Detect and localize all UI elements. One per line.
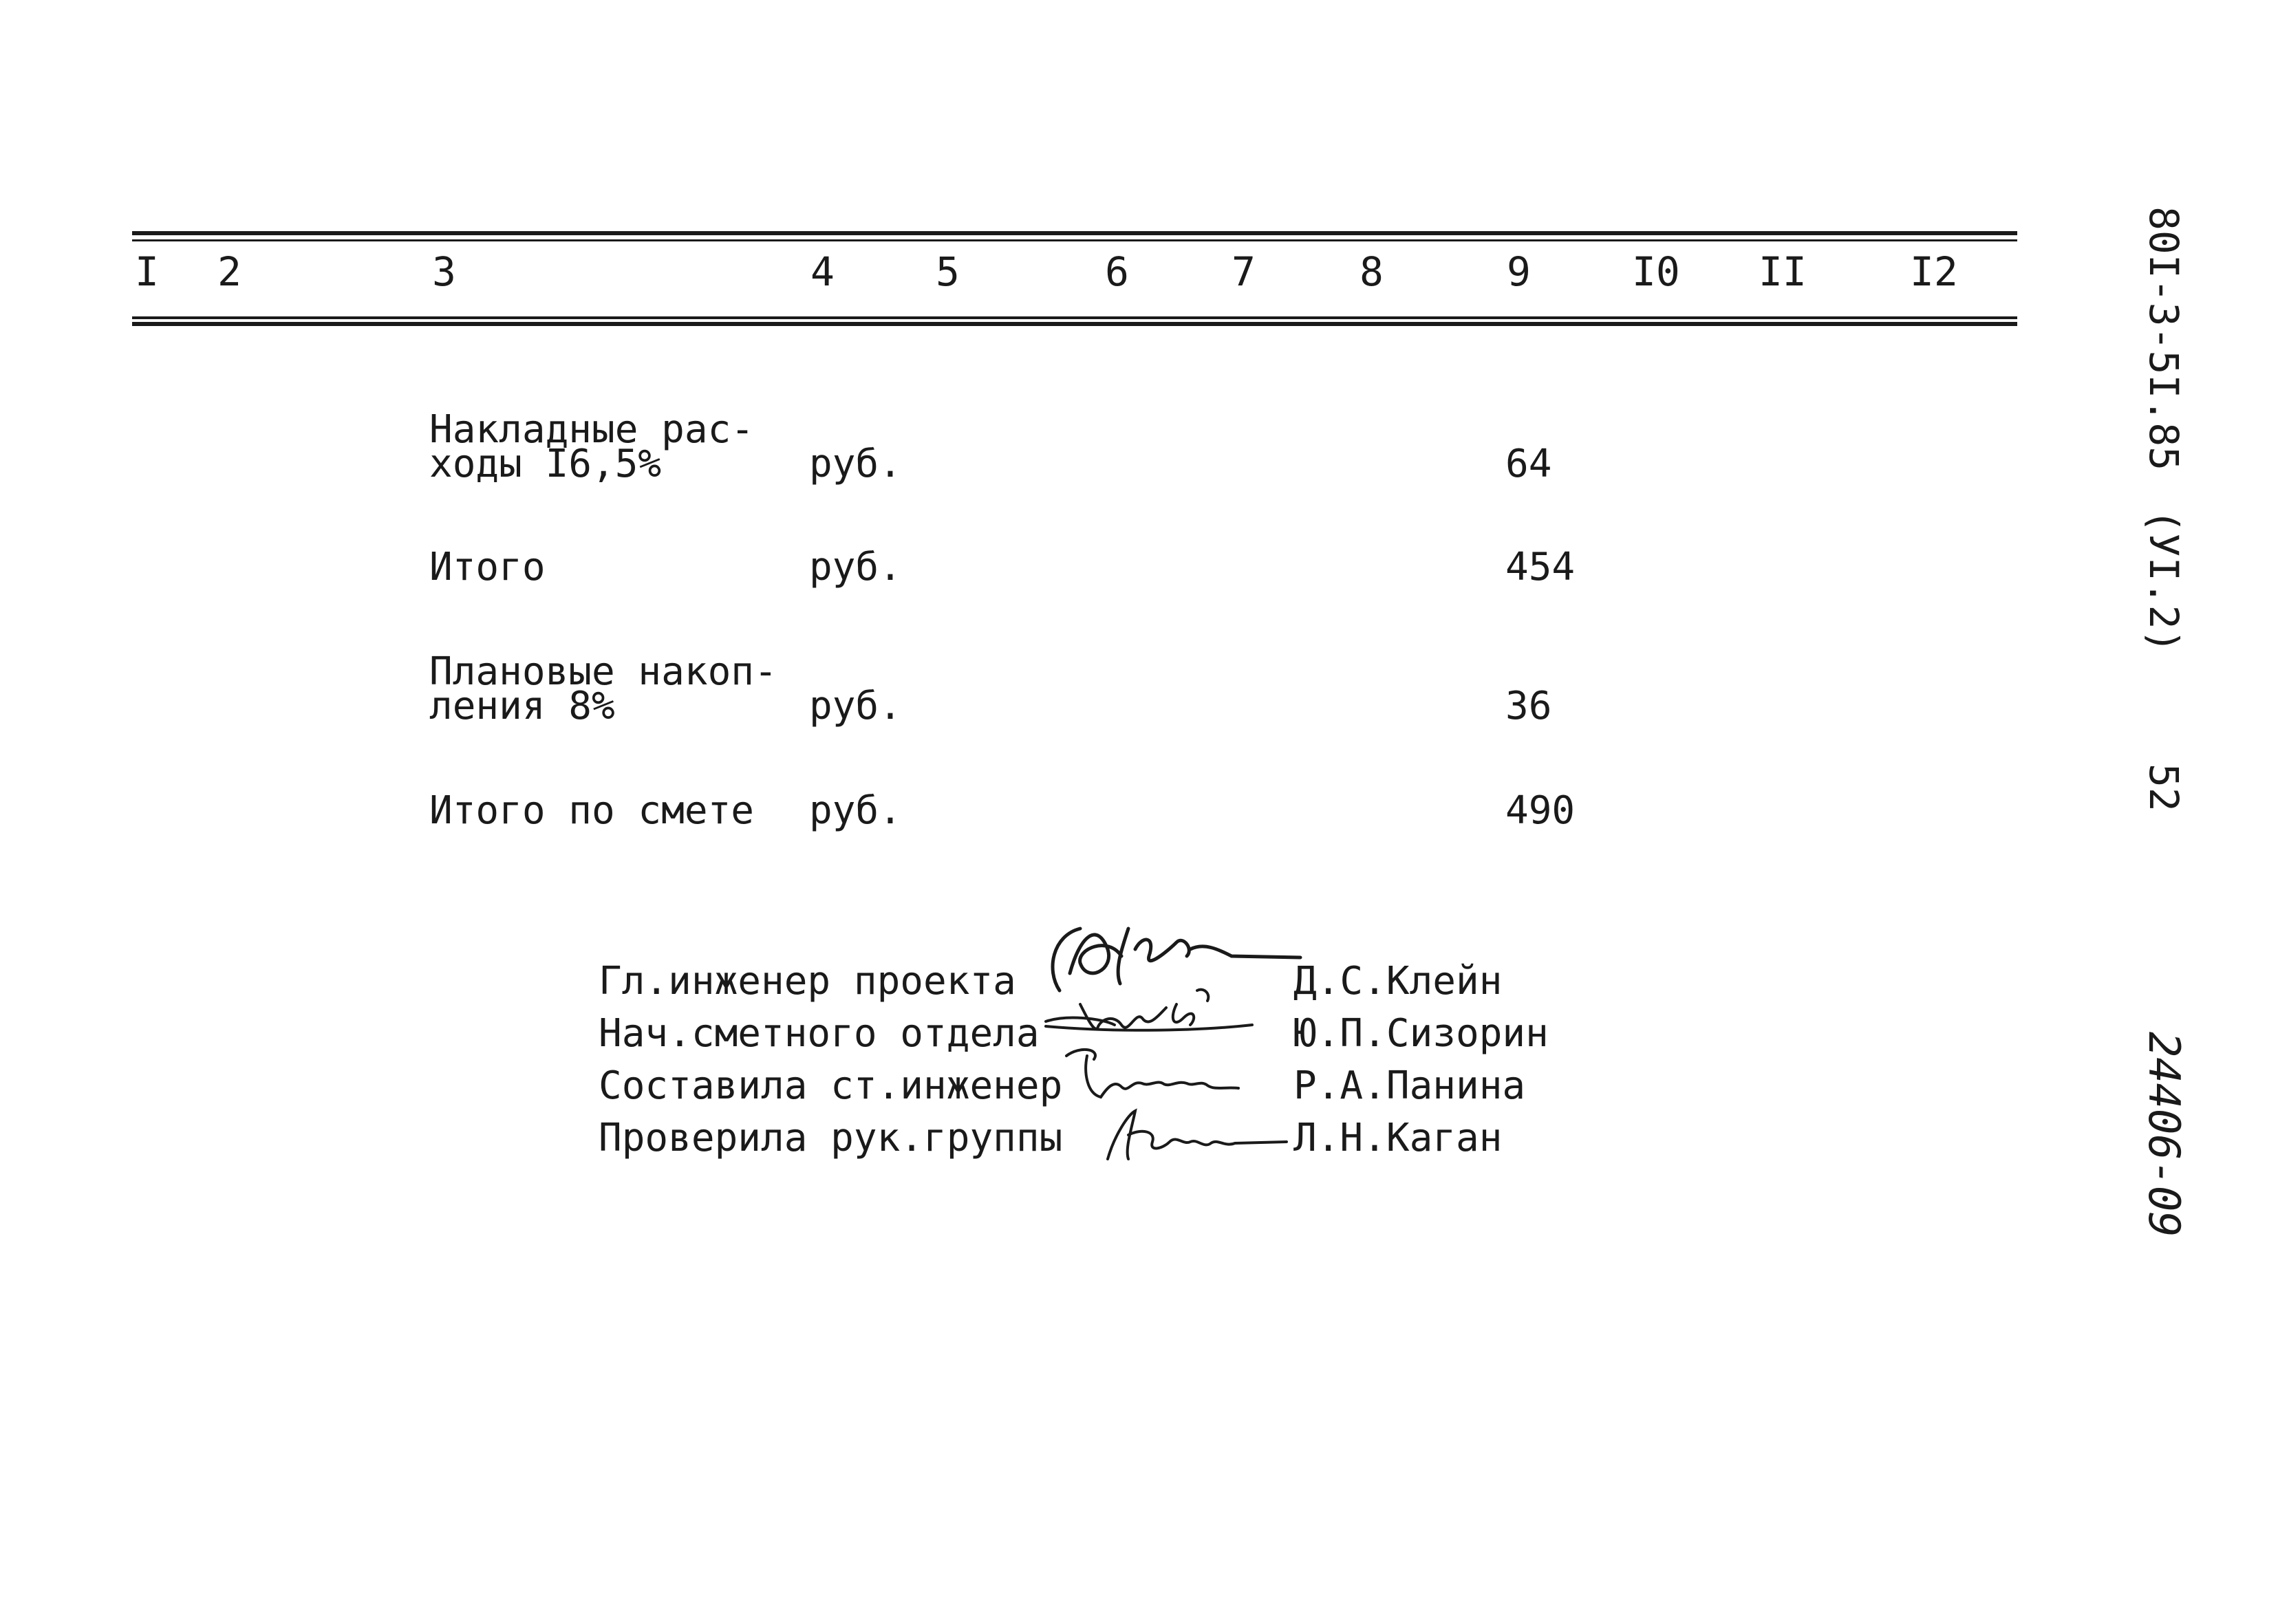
handwritten-signature	[1039, 977, 1259, 1046]
column-number-2: 2	[217, 248, 241, 295]
header-top-rule	[132, 231, 2017, 235]
handwritten-signature	[1087, 1101, 1293, 1169]
row-value: 36	[1505, 684, 1552, 728]
column-number-1: I	[135, 248, 159, 295]
column-number-11: II	[1759, 248, 1807, 295]
page-number: 52	[2140, 764, 2187, 812]
row-unit: руб.	[809, 788, 902, 833]
signature-role: Составила ст.инженер	[599, 1063, 1063, 1108]
row-value: 64	[1505, 442, 1552, 486]
column-number-8: 8	[1360, 248, 1384, 295]
row-value: 454	[1505, 545, 1576, 589]
row-unit: руб.	[809, 545, 902, 589]
handwritten-signature	[1053, 1039, 1259, 1107]
row-unit: руб.	[809, 442, 902, 486]
signatory-name: Р.А.Панина	[1293, 1063, 1526, 1108]
section-number: (УI.2)	[2140, 509, 2187, 653]
column-number-12: I2	[1910, 248, 1958, 295]
header-top-rule-thin	[132, 239, 2017, 241]
signatory-name: Д.С.Клейн	[1293, 959, 1503, 1004]
document-code: 80I-3-5I.85	[2140, 206, 2187, 471]
column-number-5: 5	[936, 248, 960, 295]
row-unit: руб.	[809, 684, 902, 728]
row-label-line2: ления 8%	[429, 684, 615, 728]
signature-role: Гл.инженер проекта	[599, 959, 1016, 1004]
row-label-line1: Накладные рас-	[429, 407, 755, 452]
column-number-9: 9	[1507, 248, 1531, 295]
signature-role: Нач.сметного отдела	[599, 1011, 1040, 1056]
signatory-name: Ю.П.Сизорин	[1293, 1011, 1549, 1056]
row-label-line1: Плановые накоп-	[429, 649, 777, 694]
row-label-line1: Итого	[429, 545, 546, 589]
signatory-name: Л.Н.Каган	[1293, 1116, 1503, 1160]
signature-role: Проверила рук.группы	[599, 1116, 1063, 1160]
column-number-7: 7	[1232, 248, 1256, 295]
row-label-line1: Итого по смете	[429, 788, 755, 833]
column-number-4: 4	[810, 248, 835, 295]
inventory-number: 24406-09	[2139, 1032, 2189, 1237]
header-bottom-rule-thin	[132, 316, 2017, 319]
column-number-10: I0	[1632, 248, 1680, 295]
column-number-6: 6	[1105, 248, 1129, 295]
column-number-3: 3	[432, 248, 456, 295]
row-value: 490	[1505, 788, 1576, 833]
row-label-line2: ходы I6,5%	[429, 442, 662, 486]
header-bottom-rule	[132, 322, 2017, 326]
